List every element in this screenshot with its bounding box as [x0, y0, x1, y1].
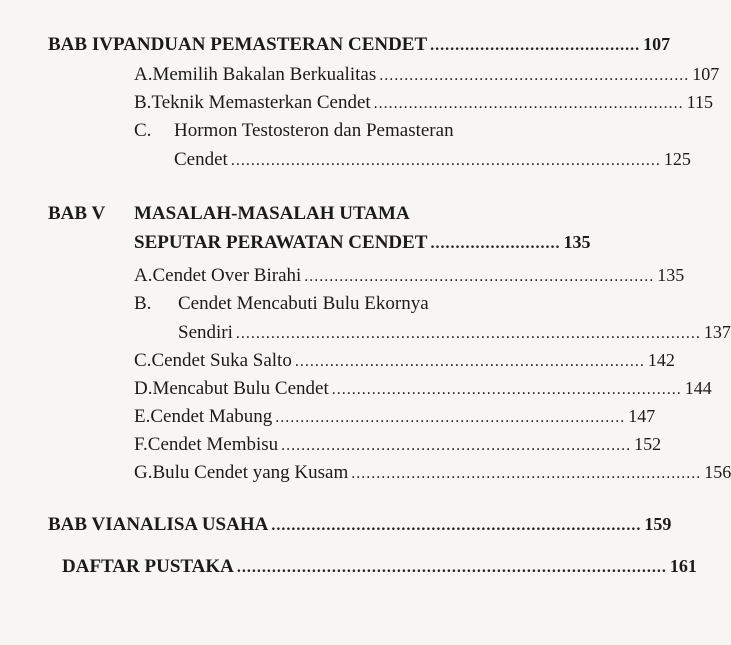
- chapter-title: PANDUAN PEMASTERAN CENDET: [112, 34, 428, 55]
- dot-leader: ......................................................................: [331, 381, 682, 398]
- page-number: 152: [634, 434, 662, 454]
- item-text: Bulu Cendet yang Kusam: [152, 462, 349, 483]
- toc-entry-bab-iv-c-cont: [174, 149, 691, 171]
- dot-leader: ......................................................................................: [230, 152, 661, 169]
- item-text: Hormon Testosteron dan Pemasteran: [174, 120, 454, 141]
- page-number: 161: [669, 556, 697, 576]
- item-text: Cendet Mabung: [150, 406, 273, 427]
- item-text: Mencabut Bulu Cendet: [152, 378, 329, 399]
- item-letter: G.: [134, 462, 153, 483]
- page-number: 159: [644, 514, 672, 534]
- item-text-continued: Sendiri: [178, 322, 233, 343]
- page-number: 135: [657, 265, 685, 285]
- item-letter: A.: [134, 265, 153, 286]
- item-text: Cendet Over Birahi: [152, 265, 302, 286]
- item-letter: F.: [134, 434, 148, 455]
- item-letter: C.: [134, 350, 152, 371]
- dot-leader: ..........................................: [430, 37, 641, 54]
- toc-entry-bab-v-c: [134, 350, 675, 372]
- page-number: 142: [647, 350, 675, 370]
- toc-entry-bab-v-b: [134, 293, 538, 315]
- toc-entry-bab-vi: [48, 514, 672, 536]
- item-letter: A.: [134, 64, 153, 85]
- toc-entry-bab-v-g: [134, 462, 731, 484]
- toc-entry-bab-iv-c: [134, 120, 538, 142]
- dot-leader: .............................................................................................: [235, 325, 701, 342]
- dot-leader: ......................................................................: [275, 409, 626, 426]
- item-text: Cendet Membisu: [147, 434, 279, 455]
- page-number: 125: [663, 149, 691, 169]
- page-number: 107: [692, 64, 720, 84]
- dot-leader: ......................................................................: [281, 437, 632, 454]
- page-number: 107: [643, 34, 671, 54]
- page-number: 147: [628, 406, 656, 426]
- toc-entry-bab-iv-b: [134, 92, 713, 114]
- item-text: Cendet Suka Salto: [151, 350, 292, 371]
- page-number: 115: [686, 92, 713, 112]
- toc-entry-bab-v-e: [134, 406, 656, 428]
- toc-entry-bab-iv: [48, 34, 671, 56]
- toc-entry-bab-v-f: [134, 434, 662, 456]
- item-letter: B.: [134, 293, 152, 314]
- toc-entry-bab-iv-a: [134, 64, 720, 86]
- toc-entry-bab-v-a: [134, 265, 685, 287]
- toc-entry-bab-v: [48, 203, 538, 225]
- page-number: 135: [563, 232, 591, 252]
- dot-leader: ..........................: [430, 235, 561, 252]
- dot-leader: ......................................................................: [294, 353, 645, 370]
- chapter-title-line-2: SEPUTAR PERAWATAN CENDET: [134, 232, 428, 253]
- dot-leader: ......................................................................: [304, 268, 655, 285]
- toc-entry-bab-v-b-cont: [178, 322, 731, 344]
- toc-entry-bab-v-d: [134, 378, 712, 400]
- toc-entry-daftar-pustaka: [62, 556, 697, 578]
- item-letter: D.: [134, 378, 153, 399]
- item-text-continued: Cendet: [174, 149, 228, 170]
- item-text: Memilih Bakalan Berkualitas: [152, 64, 377, 85]
- item-letter: C.: [134, 120, 152, 141]
- page-number: 156: [704, 462, 731, 482]
- item-letter: E.: [134, 406, 151, 427]
- item-text: Teknik Memasterkan Cendet: [151, 92, 371, 113]
- toc-entry-bab-v-cont: [134, 232, 591, 254]
- chapter-title: ANALISA USAHA: [112, 514, 269, 535]
- dot-leader: ..............................................................: [373, 95, 684, 112]
- section-title: DAFTAR PUSTAKA: [62, 556, 234, 577]
- item-text: Cendet Mencabuti Bulu Ekornya: [178, 293, 429, 314]
- chapter-label: BAB IV: [48, 34, 113, 55]
- chapter-title-line-1: MASALAH-MASALAH UTAMA: [134, 203, 410, 224]
- chapter-label: BAB VI: [48, 514, 113, 535]
- dot-leader: ......................................................................: [351, 465, 702, 482]
- page-number: 144: [684, 378, 712, 398]
- page-number: 137: [703, 322, 731, 342]
- item-letter: B.: [134, 92, 152, 113]
- chapter-label: BAB V: [48, 203, 106, 224]
- dot-leader: ..........................................................................: [271, 517, 642, 534]
- dot-leader: ......................................................................................: [236, 559, 667, 576]
- dot-leader: ..............................................................: [379, 67, 690, 84]
